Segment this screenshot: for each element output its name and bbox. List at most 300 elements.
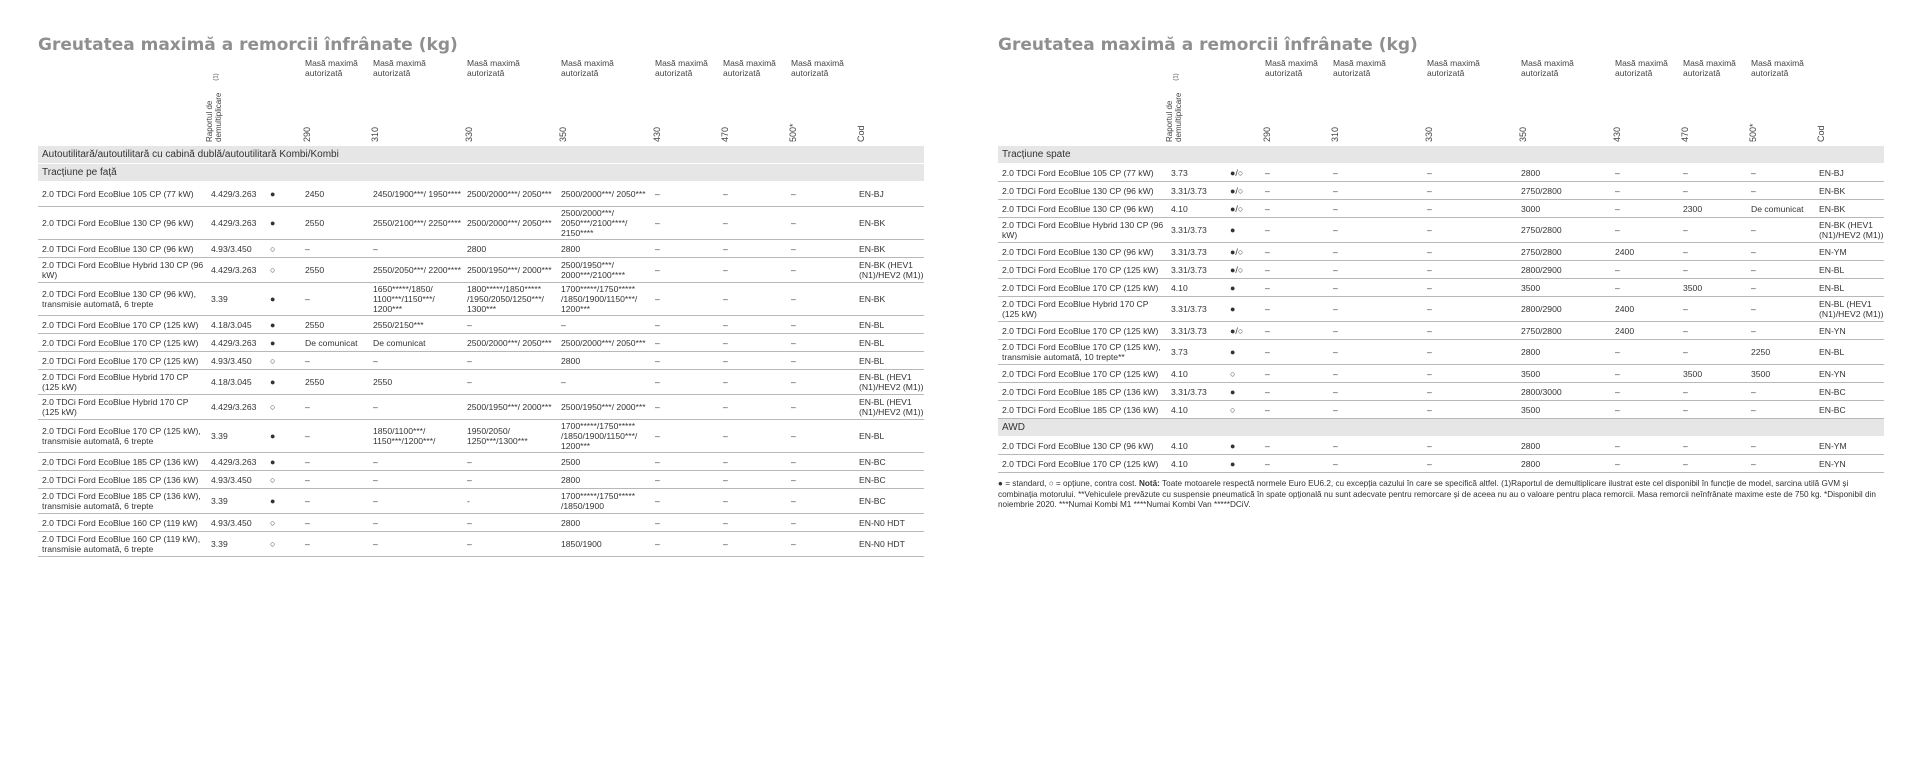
header-mass-col-330 <box>464 58 553 144</box>
header-mass-col-470 <box>1680 58 1743 144</box>
header-mass-label: Masă maximă autorizată <box>1265 58 1318 78</box>
cell-mass-310: – <box>1333 404 1338 415</box>
cell-cod: EN-BC <box>859 456 886 467</box>
cell-cod: EN-BJ <box>859 189 884 199</box>
cell-equipment-symbol: ● <box>1230 347 1236 357</box>
cell-mass-430: – <box>655 377 660 387</box>
cell-mass-290: 2450 <box>305 189 325 199</box>
footnote-text: Toate motoarele respectă normele Euro EU6.2, cu excepția cazului în care se specifică altfel. (1)Raportul de demultiplicare ilustrat este cel disponibil în funcție de model, sarcina utilă GVM și combinația motorului. **Vehiculele prevăzute cu suspensie pneumatică în spate opțională nu sunt adecvate pentru remorcare și de aceea nu au o valoare pentru placa remorcii. Masa remorcii neînfrânate maxime este de 750 kg. *Disponibil din noiembrie 2020. ***Numai Kombi M1 ****Numai Kombi Van *****DCiV. <box>998 479 1876 509</box>
cell-cod: EN-BL <box>859 431 885 441</box>
cell-mass-310: – <box>1333 440 1338 451</box>
header-mass-col-430 <box>1612 58 1675 144</box>
cell-mass-430: – <box>1615 386 1620 397</box>
cell-mass-330: – <box>467 474 472 485</box>
cell-cod: EN-BL (HEV1 (N1)/HEV2 (M1)) <box>859 372 924 392</box>
cell-mass-470: – <box>1683 264 1688 275</box>
cell-model: 2.0 TDCi Ford EcoBlue 130 CP (96 kW) <box>1002 440 1154 451</box>
cell-mass-330: – <box>1427 203 1432 214</box>
cell-mass-310: – <box>1333 282 1338 293</box>
cell-equipment-symbol: ●/○ <box>1230 203 1244 214</box>
cell-mass-430: 2400 <box>1615 246 1635 257</box>
cell-mass-330: - <box>467 496 470 506</box>
cell-mass-330: – <box>467 456 472 467</box>
cell-mass-330: – <box>1427 264 1432 275</box>
cell-mass-310: – <box>1333 368 1338 379</box>
cell-mass-470: – <box>723 402 728 412</box>
cell-ratio: 3.31/3.73 <box>1171 325 1207 336</box>
cell-mass-350: 2800/2900 <box>1521 304 1562 314</box>
cell-mass-470: – <box>723 474 728 485</box>
cell-mass-310: – <box>373 517 378 528</box>
cell-mass-500star: – <box>791 243 796 254</box>
cell-equipment-symbol: ○ <box>270 517 276 528</box>
section-header: Tracțiune spate <box>998 146 1884 164</box>
header-mass-label: Masă maximă autorizată <box>1683 58 1736 78</box>
cell-mass-500star: – <box>791 355 796 366</box>
cell-model: 2.0 TDCi Ford EcoBlue 170 CP (125 kW) <box>42 355 199 366</box>
cell-mass-500star: – <box>791 402 796 412</box>
header-mass-col-430 <box>652 58 715 144</box>
cell-mass-430: – <box>655 402 660 412</box>
cell-ratio: 3.73 <box>1171 167 1188 178</box>
header-mass-value: 350 <box>1518 126 1528 142</box>
header-mass-label: Masă maximă autorizată <box>1521 58 1574 78</box>
header-mass-value: 330 <box>1424 126 1434 142</box>
footnote-legend: ● = standard, ○ = opțiune, contra cost. <box>998 479 1137 488</box>
cell-mass-330: – <box>1427 185 1432 196</box>
cell-mass-350: 2500/1950***/ 2000*** <box>561 402 646 412</box>
cell-ratio: 4.429/3.263 <box>211 189 257 199</box>
cell-ratio: 3.31/3.73 <box>1171 225 1207 235</box>
cell-mass-470: – <box>1683 404 1688 415</box>
table-title: Greutatea maximă a remorcii înfrânate (kg) <box>998 35 1418 55</box>
header-mass-value: 470 <box>720 126 730 142</box>
cell-mass-310: – <box>1333 264 1338 275</box>
cell-mass-470: – <box>723 496 728 506</box>
cell-mass-350: 2800 <box>1521 347 1541 357</box>
cell-mass-310: 2550/2050***/ 2200**** <box>373 265 461 275</box>
cell-mass-310: 1850/1100***/ 1150***/1200***/ <box>373 426 436 446</box>
cell-mass-330: 2800 <box>467 243 487 254</box>
cell-mass-330: – <box>467 539 472 549</box>
cell-mass-470: – <box>1683 440 1688 451</box>
cell-mass-350: 3500 <box>1521 404 1541 415</box>
cell-mass-430: 2400 <box>1615 325 1635 336</box>
cell-mass-330: – <box>1427 347 1432 357</box>
cell-mass-350: – <box>561 319 566 330</box>
cell-ratio: 3.31/3.73 <box>1171 304 1207 314</box>
table-row <box>998 401 1884 419</box>
cell-ratio: 4.429/3.263 <box>211 265 257 275</box>
cell-mass-430: – <box>1615 264 1620 275</box>
table-row <box>998 297 1884 322</box>
cell-model: 2.0 TDCi Ford EcoBlue 170 CP (125 kW), transmisie automată, 6 trepte <box>42 426 201 446</box>
cell-equipment-symbol: ● <box>270 218 276 228</box>
section-header: Tracțiune pe față <box>38 164 924 182</box>
table-row <box>998 279 1884 297</box>
cell-mass-470: – <box>723 456 728 467</box>
header-mass-value: 330 <box>464 126 474 142</box>
cell-mass-350: 2500/1950***/ 2000***/2100**** <box>561 260 626 280</box>
table-row <box>38 352 924 370</box>
cell-model: 2.0 TDCi Ford EcoBlue Hybrid 170 CP (125 kW) <box>1002 299 1149 319</box>
cell-mass-330: 1800*****/1850***** /1950/2050/1250***/ 1300*** <box>467 284 544 314</box>
table-row <box>998 261 1884 279</box>
table-row <box>38 489 924 514</box>
cell-mass-290: 2550 <box>305 377 325 387</box>
section-header: Autoutilitară/autoutilitară cu cabină dublă/autoutilitară Kombi/Kombi <box>38 146 924 164</box>
table-row <box>998 218 1884 243</box>
cell-mass-500star: – <box>791 337 796 348</box>
header-mass-col-500star <box>1748 58 1811 144</box>
cell-mass-310: – <box>1333 386 1338 397</box>
cell-mass-330: – <box>1427 282 1432 293</box>
cell-cod: EN-BC <box>859 474 886 485</box>
cell-model: 2.0 TDCi Ford EcoBlue 170 CP (125 kW) <box>1002 458 1159 469</box>
cell-mass-500star: – <box>791 189 796 199</box>
header-mass-col-310 <box>370 58 459 144</box>
cell-ratio: 4.10 <box>1171 368 1188 379</box>
table-row <box>998 243 1884 261</box>
table-row <box>38 471 924 489</box>
cell-mass-290: – <box>1265 404 1270 415</box>
cell-cod: EN-YN <box>1819 458 1846 469</box>
cell-mass-470: – <box>1683 386 1688 397</box>
cell-mass-290: – <box>305 294 310 304</box>
cell-mass-430: – <box>655 474 660 485</box>
header-mass-value: 500* <box>1748 123 1758 142</box>
cell-mass-350: 1850/1900 <box>561 539 602 549</box>
cell-mass-290: – <box>1265 167 1270 178</box>
header-mass-label: Masă maximă autorizată <box>305 58 358 78</box>
header-ratio-sup: (1) <box>1173 73 1180 81</box>
cell-ratio: 3.73 <box>1171 347 1188 357</box>
cell-model: 2.0 TDCi Ford EcoBlue 130 CP (96 kW) <box>1002 246 1154 257</box>
cell-cod: EN-BL (HEV1 (N1)/HEV2 (M1)) <box>1819 299 1884 319</box>
cell-mass-470: – <box>723 517 728 528</box>
table-row <box>38 240 924 258</box>
cell-mass-470: – <box>723 337 728 348</box>
table-row <box>38 453 924 471</box>
cell-mass-430: – <box>655 243 660 254</box>
cell-ratio: 4.93/3.450 <box>211 355 252 366</box>
cell-cod: EN-BL <box>859 355 885 366</box>
cell-ratio: 4.429/3.263 <box>211 218 257 228</box>
cell-mass-330: 1950/2050/ 1250***/1300*** <box>467 426 528 446</box>
header-mass-col-290 <box>1262 58 1325 144</box>
cell-mass-310: – <box>373 474 378 485</box>
cell-mass-310: – <box>373 355 378 366</box>
cell-mass-290: – <box>1265 347 1270 357</box>
cell-mass-310: 2550 <box>373 377 393 387</box>
header-mass-value: 430 <box>1612 126 1622 142</box>
cell-mass-430: 2400 <box>1615 304 1635 314</box>
cell-mass-500star: – <box>1751 458 1756 469</box>
cell-equipment-symbol: ● <box>1230 304 1236 314</box>
cell-mass-470: – <box>723 218 728 228</box>
section-header: AWD <box>998 419 1884 437</box>
cell-mass-350: 2500/2000***/ 2050*** <box>561 189 646 199</box>
header-mass-label: Masă maximă autorizată <box>467 58 520 78</box>
cell-ratio: 4.93/3.450 <box>211 243 252 254</box>
cell-equipment-symbol: ●/○ <box>1230 167 1244 178</box>
header-mass-label: Masă maximă autorizată <box>1751 58 1804 78</box>
table-row <box>998 182 1884 200</box>
cell-mass-290: – <box>305 539 310 549</box>
cell-mass-430: – <box>1615 440 1620 451</box>
cell-equipment-symbol: ● <box>270 337 276 348</box>
cell-equipment-symbol: ● <box>1230 282 1236 293</box>
cell-mass-470: – <box>723 539 728 549</box>
cell-mass-470: – <box>723 377 728 387</box>
cell-mass-430: – <box>655 319 660 330</box>
cell-equipment-symbol: ○ <box>270 265 276 275</box>
header-mass-value: 290 <box>302 126 312 142</box>
header-mass-col-330 <box>1424 58 1513 144</box>
header-ratio-label: Raportul de demultiplicare <box>1165 92 1183 142</box>
cell-mass-500star: – <box>1751 325 1756 336</box>
header-mass-col-310 <box>1330 58 1419 144</box>
cell-mass-290: – <box>305 355 310 366</box>
cell-equipment-symbol: ● <box>270 456 276 467</box>
cell-mass-470: – <box>1683 225 1688 235</box>
cell-ratio: 4.10 <box>1171 203 1188 214</box>
left-table-panel <box>38 34 924 557</box>
cell-model: 2.0 TDCi Ford EcoBlue 170 CP (125 kW) <box>1002 368 1159 379</box>
cell-model: 2.0 TDCi Ford EcoBlue 130 CP (96 kW) <box>1002 185 1154 196</box>
table-row <box>998 437 1884 455</box>
cell-mass-350: 2750/2800 <box>1521 185 1562 196</box>
cell-mass-310: – <box>1333 347 1338 357</box>
header-mass-col-290 <box>302 58 365 144</box>
cell-mass-500star: – <box>791 539 796 549</box>
cell-model: 2.0 TDCi Ford EcoBlue 185 CP (136 kW) <box>1002 404 1159 415</box>
header-mass-value: 470 <box>1680 126 1690 142</box>
header-mass-label: Masă maximă autorizată <box>655 58 708 78</box>
cell-cod: EN-N0 HDT <box>859 539 905 549</box>
cell-mass-500star: – <box>791 319 796 330</box>
cell-mass-330: – <box>1427 404 1432 415</box>
cell-ratio: 4.93/3.450 <box>211 517 252 528</box>
header-ratio <box>205 58 231 144</box>
cell-equipment-symbol: ● <box>270 496 276 506</box>
cell-cod: EN-BL <box>859 337 885 348</box>
cell-ratio: 4.429/3.263 <box>211 456 257 467</box>
cell-mass-500star: – <box>791 431 796 441</box>
cell-cod: EN-BC <box>1819 386 1846 397</box>
header-mass-label: Masă maximă autorizată <box>373 58 426 78</box>
cell-mass-470: – <box>1683 167 1688 178</box>
cell-mass-350: – <box>561 377 566 387</box>
cell-mass-470: – <box>1683 325 1688 336</box>
cell-model: 2.0 TDCi Ford EcoBlue 160 CP (119 kW), transmisie automată, 6 trepte <box>42 534 201 554</box>
cell-model: 2.0 TDCi Ford EcoBlue 185 CP (136 kW) <box>1002 386 1159 397</box>
table-row <box>998 383 1884 401</box>
cell-mass-310: – <box>1333 185 1338 196</box>
cell-model: 2.0 TDCi Ford EcoBlue 130 CP (96 kW) <box>42 243 194 254</box>
cell-mass-310: – <box>373 456 378 467</box>
cell-mass-330: – <box>1427 225 1432 235</box>
cell-mass-350: 2800 <box>1521 167 1541 178</box>
cell-mass-430: – <box>1615 458 1620 469</box>
cell-mass-470: – <box>1683 458 1688 469</box>
cell-mass-290: 2550 <box>305 218 325 228</box>
cell-cod: EN-BK (HEV1 (N1)/HEV2 (M1)) <box>1819 220 1884 240</box>
cell-mass-290: – <box>1265 203 1270 214</box>
cell-mass-350: 2500/2000***/ 2050*** <box>561 337 646 348</box>
cell-mass-350: 2750/2800 <box>1521 325 1562 336</box>
cell-mass-330: – <box>1427 386 1432 397</box>
cell-mass-470: 3500 <box>1683 368 1703 379</box>
cell-mass-330: – <box>1427 304 1432 314</box>
cell-model: 2.0 TDCi Ford EcoBlue 185 CP (136 kW) <box>42 474 199 485</box>
cell-mass-310: De comunicat <box>373 337 426 348</box>
cell-model: 2.0 TDCi Ford EcoBlue 185 CP (136 kW) <box>42 456 199 467</box>
cell-mass-350: 2500 <box>561 456 581 467</box>
cell-mass-290: – <box>1265 325 1270 336</box>
cell-cod: EN-BL <box>1819 347 1845 357</box>
cell-mass-430: – <box>1615 225 1620 235</box>
cell-equipment-symbol: ○ <box>270 355 276 366</box>
cell-equipment-symbol: ○ <box>1230 368 1236 379</box>
cell-mass-330: – <box>1427 325 1432 336</box>
cell-mass-350: 2800 <box>1521 458 1541 469</box>
cell-mass-330: – <box>1427 458 1432 469</box>
cell-cod: EN-BK <box>1819 185 1846 196</box>
cell-mass-470: 3500 <box>1683 282 1703 293</box>
cell-mass-470: – <box>1683 185 1688 196</box>
cell-mass-310: – <box>373 243 378 254</box>
cell-mass-350: 2750/2800 <box>1521 246 1562 257</box>
cell-model: 2.0 TDCi Ford EcoBlue 105 CP (77 kW) <box>1002 167 1154 178</box>
cell-mass-430: – <box>1615 167 1620 178</box>
cell-cod: EN-YN <box>1819 368 1846 379</box>
header-mass-label: Masă maximă autorizată <box>1427 58 1480 78</box>
cell-mass-500star: – <box>791 456 796 467</box>
cell-mass-470: – <box>723 431 728 441</box>
cell-model: 2.0 TDCi Ford EcoBlue 130 CP (96 kW) <box>42 218 194 228</box>
table-row <box>998 365 1884 383</box>
cell-ratio: 4.18/3.045 <box>211 377 252 387</box>
table-row <box>38 514 924 532</box>
cell-mass-330: – <box>467 377 472 387</box>
cell-mass-290: – <box>305 431 310 441</box>
cell-ratio: 4.93/3.450 <box>211 474 252 485</box>
cell-mass-290: 2550 <box>305 319 325 330</box>
cell-mass-430: – <box>655 517 660 528</box>
table-row <box>998 200 1884 218</box>
cell-ratio: 4.10 <box>1171 282 1188 293</box>
cell-mass-330: – <box>467 355 472 366</box>
cell-cod: EN-BC <box>859 496 886 506</box>
cell-mass-500star: – <box>1751 225 1756 235</box>
table-row <box>38 370 924 395</box>
cell-mass-310: – <box>1333 458 1338 469</box>
cell-ratio: 4.18/3.045 <box>211 319 252 330</box>
cell-ratio: 3.31/3.73 <box>1171 246 1207 257</box>
cell-equipment-symbol: ○ <box>270 474 276 485</box>
cell-mass-430: – <box>655 189 660 199</box>
cell-mass-470: – <box>723 294 728 304</box>
cell-mass-290: 2550 <box>305 265 325 275</box>
cell-model: 2.0 TDCi Ford EcoBlue 130 CP (96 kW) <box>1002 203 1154 214</box>
cell-equipment-symbol: ○ <box>1230 404 1236 415</box>
cell-mass-430: – <box>655 218 660 228</box>
cell-cod: EN-YN <box>1819 325 1846 336</box>
cell-mass-470: – <box>723 355 728 366</box>
cell-mass-470: – <box>723 189 728 199</box>
cell-cod: EN-BL <box>859 319 885 330</box>
cell-equipment-symbol: ●/○ <box>1230 325 1244 336</box>
cell-model: 2.0 TDCi Ford EcoBlue 170 CP (125 kW), transmisie automată, 10 trepte** <box>1002 342 1161 362</box>
cell-mass-350: 2800 <box>561 355 581 366</box>
cell-mass-500star: 2250 <box>1751 347 1771 357</box>
cell-mass-430: – <box>655 539 660 549</box>
table-title: Greutatea maximă a remorcii înfrânate (kg) <box>38 35 458 55</box>
cell-mass-330: 2500/2000***/ 2050*** <box>467 218 552 228</box>
cell-mass-500star: – <box>1751 386 1756 397</box>
header-mass-value: 350 <box>558 126 568 142</box>
footnote <box>998 479 1884 511</box>
cell-mass-330: – <box>1427 246 1432 257</box>
cell-mass-430: – <box>1615 282 1620 293</box>
cell-mass-290: – <box>1265 440 1270 451</box>
footnote-label: Notă: <box>1138 479 1160 488</box>
table-row <box>998 340 1884 365</box>
header-cod <box>856 58 889 144</box>
cell-mass-290: – <box>1265 185 1270 196</box>
header-mass-label: Masă maximă autorizată <box>561 58 614 78</box>
cell-equipment-symbol: ● <box>1230 458 1236 469</box>
cell-mass-330: 2500/1950***/ 2000*** <box>467 402 552 412</box>
cell-cod: EN-N0 HDT <box>859 517 905 528</box>
cell-mass-330: 2500/1950***/ 2000*** <box>467 265 552 275</box>
cell-cod: EN-BK <box>859 218 886 228</box>
cell-cod: EN-BL <box>1819 282 1845 293</box>
header-ratio-label: Raportul de demultiplicare <box>205 92 223 142</box>
cell-mass-350: 2800 <box>1521 440 1541 451</box>
cell-equipment-symbol: ● <box>1230 386 1236 397</box>
header-mass-value: 310 <box>370 126 380 142</box>
cell-cod: EN-BC <box>1819 404 1846 415</box>
cell-mass-350: 3000 <box>1521 203 1541 214</box>
cell-mass-500star: – <box>791 496 796 506</box>
cell-mass-500star: – <box>1751 440 1756 451</box>
cell-mass-350: 3500 <box>1521 282 1541 293</box>
cell-mass-500star: – <box>791 377 796 387</box>
cell-mass-310: – <box>373 539 378 549</box>
cell-ratio: 3.31/3.73 <box>1171 185 1207 196</box>
cell-mass-290: De comunicat <box>305 337 358 348</box>
cell-mass-310: 2550/2100***/ 2250**** <box>373 218 461 228</box>
cell-ratio: 3.39 <box>211 496 228 506</box>
cell-mass-290: – <box>305 243 310 254</box>
cell-equipment-symbol: ●/○ <box>1230 264 1244 275</box>
cell-mass-330: 2500/2000***/ 2050*** <box>467 337 552 348</box>
cell-model: 2.0 TDCi Ford EcoBlue Hybrid 130 CP (96 kW) <box>42 260 204 280</box>
cell-mass-500star: – <box>1751 304 1756 314</box>
cell-mass-310: – <box>1333 325 1338 336</box>
cell-mass-350: 2500/2000***/ 2050***/2100****/ 2150**** <box>561 208 628 238</box>
cell-mass-330: – <box>1427 368 1432 379</box>
cell-cod: EN-YM <box>1819 440 1847 451</box>
cell-mass-310: – <box>1333 203 1338 214</box>
cell-model: 2.0 TDCi Ford EcoBlue 105 CP (77 kW) <box>42 189 194 199</box>
cell-equipment-symbol: ● <box>1230 440 1236 451</box>
cell-mass-430: – <box>655 496 660 506</box>
table-row <box>38 207 924 240</box>
cell-mass-330: – <box>1427 440 1432 451</box>
